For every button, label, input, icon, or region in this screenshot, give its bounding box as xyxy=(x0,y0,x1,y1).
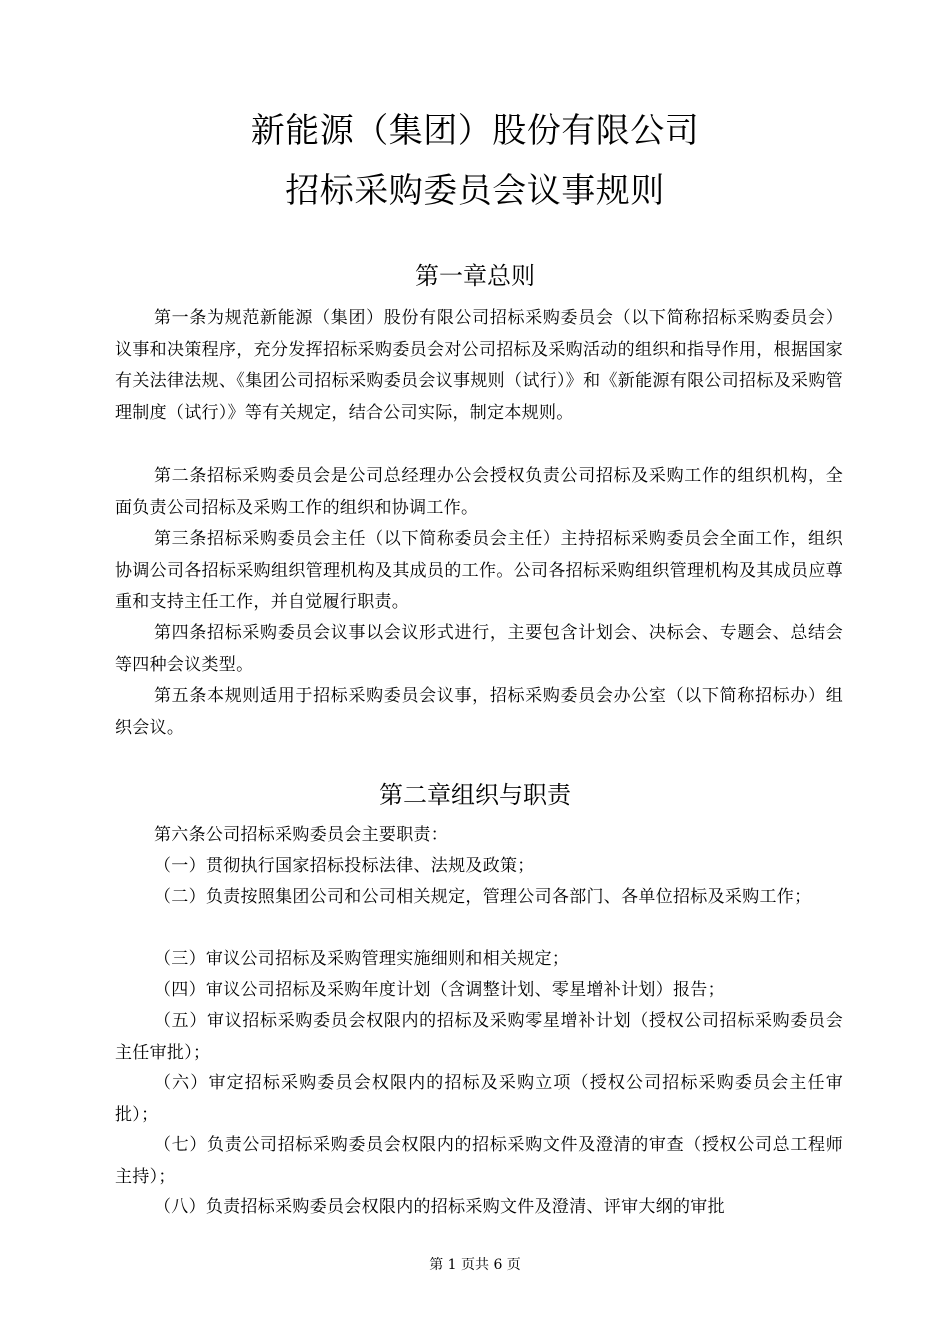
duty-item-3: （三）审议公司招标及采购管理实施细则和相关规定； xyxy=(154,949,570,969)
page-number-footer: 第 1 页共 6 页 xyxy=(429,1257,521,1273)
document-title-line2: 招标采购委员会议事规则 xyxy=(285,171,665,211)
article-1: 第一条为规范新能源（集团）股份有限公司招标采购委员会（以下简称招标采购委员会）议事和决策程序，充分发挥招标采购委员会对公司招标及采购活动的组织和指导作用，根据国家有关法律法规、《集团公司招标采购委员会议事规则（试行）》和《新能源有限公司招标及采购管理制度（试行）》等有关规定，结合公司实际，制定本规则。 xyxy=(115,308,843,423)
article-6: 第六条公司招标采购委员会主要职责： xyxy=(154,825,449,845)
duty-item-1: （一）贯彻执行国家招标投标法律、法规及政策； xyxy=(154,856,535,876)
chapter1-heading: 第一章总则 xyxy=(415,262,535,290)
article-3: 第三条招标采购委员会主任（以下简称委员会主任）主持招标采购委员会全面工作，组织协调公司各招标采购组织管理机构及其成员的工作。公司各招标采购组织管理机构及其成员应尊重和支持主任工作，并自觉履行职责。 xyxy=(115,529,843,612)
duty-item-2: （二）负责按照集团公司和公司相关规定，管理公司各部门、各单位招标及采购工作； xyxy=(154,887,812,907)
duty-item-8: （八）负责招标采购委员会权限内的招标采购文件及澄清、评审大纲的审批 xyxy=(154,1197,725,1217)
article-5: 第五条本规则适用于招标采购委员会议事，招标采购委员会办公室（以下简称招标办）组织会议。 xyxy=(115,686,843,738)
article-2: 第二条招标采购委员会是公司总经理办公会授权负责公司招标及采购工作的组织机构，全面负责公司招标及采购工作的组织和协调工作。 xyxy=(115,466,843,518)
document-title-line1: 新能源（集团）股份有限公司 xyxy=(250,111,700,151)
article-4: 第四条招标采购委员会议事以会议形式进行，主要包含计划会、决标会、专题会、总结会等四种会议类型。 xyxy=(115,623,843,675)
duty-item-7: （七）负责公司招标采购委员会权限内的招标采购文件及澄清的审查（授权公司总工程师主持）； xyxy=(115,1135,843,1187)
duty-item-4: （四）审议公司招标及采购年度计划（含调整计划、零星增补计划）报告； xyxy=(154,980,725,1000)
duty-item-5: （五）审议招标采购委员会权限内的招标及采购零星增补计划（授权公司招标采购委员会主任审批）； xyxy=(115,1011,843,1063)
chapter2-heading: 第二章组织与职责 xyxy=(379,781,571,809)
duty-item-6: （六）审定招标采购委员会权限内的招标及采购立项（授权公司招标采购委员会主任审批）； xyxy=(115,1073,843,1125)
